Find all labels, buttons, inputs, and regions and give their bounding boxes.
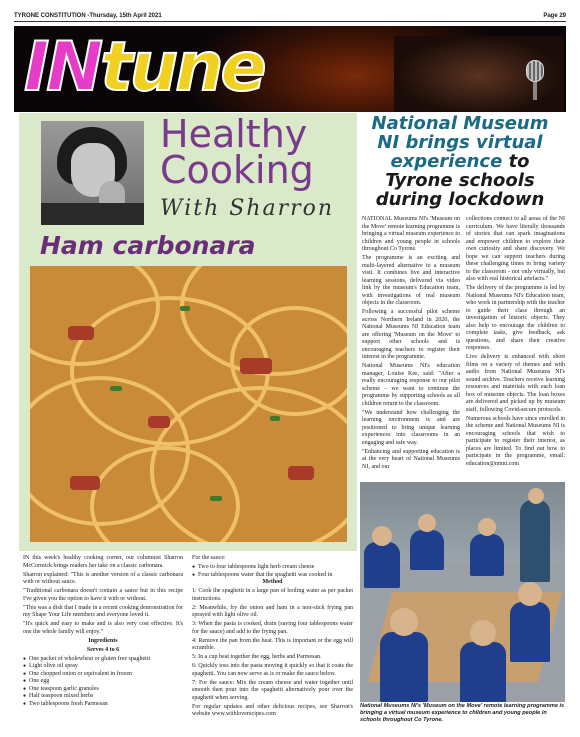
method-step: 7: For the sauce: Mix the cream cheese and water together until smooth then pour into the spaghetti alternatively pour over the spaghetti when serving. — [192, 679, 353, 701]
photo-caption: National Museums NI's 'Museum on the Move' remote learning programme is bringing a virtual museum experience to children and young people in schools throughout Co Tyrone. — [360, 703, 565, 723]
recipe-column-left — [23, 555, 183, 708]
list-item: ● One chopped onion or equivalent in frozen — [23, 671, 183, 679]
article-paragraph: collections connect to all areas of the NI curriculum. We have literally thousands of stories that can spark imaginations and empower children to explore their own curiosity and share discovery. We hope we can support teachers during these challenging times to bring variety to the classroom - not only virtually, but also with real historical artefacts." — [466, 216, 565, 282]
classroom-photo — [360, 482, 565, 702]
list-item: ● Half teaspoon mixed herbs — [23, 693, 183, 701]
article-paragraph: NATIONAL Museums NI's 'Museum on the Move' remote learning programme is bringing a virtual museum experience to children and young people in schools throughout Co Tyrone. — [362, 216, 460, 252]
list-item: ● Light olive oil spray — [23, 663, 183, 671]
museum-column-left — [362, 216, 460, 473]
museum-headline: National Museum NI brings virtual experience to Tyrone schools during lockdown — [371, 113, 549, 210]
method-step: 6: Quickly toss into the pasta moving it quickly so that it coats the spaghetti. You can now serve as is or make the sauce below. — [192, 663, 353, 677]
logo-in: IN — [24, 28, 101, 107]
method-step: 2: Meanwhile, fry the onion and ham in a non-stick frying pan sprayed with light olive oil. — [192, 604, 353, 618]
intune-banner — [14, 26, 566, 112]
list-item: ● Two tablespoons fresh Parmesan — [23, 701, 183, 709]
method-step: 5: In a cup beat together the egg, herbs and Parmesan. — [192, 654, 322, 660]
page-number: Page 29 — [543, 13, 566, 19]
with-sharron-subtitle: With Sharron — [160, 196, 335, 221]
list-item: ● Four tablespoons water that the spaghetti was cooked in — [192, 572, 353, 580]
method-heading: Method — [262, 579, 283, 585]
microphone-icon — [522, 60, 548, 100]
sauce-list — [192, 564, 353, 579]
article-paragraph: Live delivery is enhanced with short films on a variety of themes and with audio from National Museums NI's sound archive. Teachers receive learning resources and materials with each loan box of museum objects. The loan boxes are delivered and picked up by museum staff, following Covid-secure protocols. — [466, 354, 565, 413]
list-item: ● Two to four tablespoons light herb cream cheese — [192, 564, 353, 572]
method-step: 4: Remove the pan from the heat. This is important or the egg will scramble. — [192, 637, 353, 651]
recipe-intro: "This was a dish that I made in a recent cooking demonstration for my Shape Your Life members and everyone loved it. — [23, 604, 183, 618]
teacher-figure — [520, 500, 550, 582]
list-item: ● One egg — [23, 678, 183, 686]
recipe-intro: "Traditional carbonara doesn't contain a sauce but in this recipe I've given you the option to have it with or without. — [23, 588, 183, 602]
method-step: 3: When the pasta is cooked, drain (saving four tablespoons water for the sauce) and add to the frying pan. — [192, 621, 353, 635]
recipe-intro: IN this week's healthy cooking corner, our columnist Sharron McCormick brings readers her take on a classic carbonara. — [23, 555, 183, 569]
ingredients-heading: Ingredients — [88, 637, 118, 644]
healthy-cooking-title: Healthy Cooking — [160, 112, 314, 192]
columnist-portrait — [41, 121, 144, 225]
museum-column-right — [466, 216, 565, 470]
article-paragraph: National Museums NI's education manager, Louise Kee, said: "After a really encouraging response to our pilot scheme – we want to continue the programme by supporting schools as all children return to the classroom. — [362, 363, 460, 407]
method-step: 1: Cook the spaghetti in a large pan of boiling water as per packet instructions. — [192, 588, 353, 602]
article-paragraph: "We understand how challenging the learning environment is and are positioned to bring unique learning experiences into classrooms in an engaging and safe way. — [362, 409, 460, 446]
serves-label: Serves 4 to 6 — [86, 646, 120, 653]
recipe-column-right — [192, 555, 353, 720]
logo-tune: tune — [100, 28, 264, 107]
header-date: TYRONE CONSTITUTION -Thursday, 15th April 2021 — [14, 13, 162, 19]
ingredients-list — [23, 656, 183, 709]
article-paragraph: The delivery of the programme is led by National Museums NI's Education team, who work in partnership with the teacher to guide their class through an investigation of historic objects. They also help to encourage the children to complete tasks, give feedback, ask questions, and share their creative responses. — [466, 285, 565, 351]
article-paragraph: Following a successful pilot scheme across Northern Ireland in 2020, the National Museums NI Education team are offering 'Museum on the Move' to support other schools and is encouraging teachers to register their interest in the programme. — [362, 309, 460, 360]
page-header — [14, 6, 566, 22]
article-paragraph: "Enhancing and supporting education is at the very heart of National Museums NI, and our — [362, 448, 460, 470]
recipe-intro: "It's quick and easy to make and is also very cost effective. It's one the whole family will enjoy." — [23, 621, 183, 635]
carbonara-photo — [30, 266, 347, 542]
recipe-intro: Sharron explained: "This is another version of a classic carbonara with or without sauce. — [23, 571, 183, 585]
intune-logo — [24, 28, 264, 108]
recipe-title: Ham carbonara — [40, 231, 256, 260]
list-item: ● One packet of wholewheat or gluten free spaghetti — [23, 656, 183, 664]
article-paragraph: Numerous schools have since enrolled in the scheme and National Museums NI is encouraging schools that wish to participate to register their interest, as places are limited. To find out how to participate in the programme, email: education@nmni.com — [466, 415, 565, 467]
website-note: For regular updates and other delicious recipes, see Sharron's website www.withloverecipes.com — [192, 703, 353, 717]
sauce-heading: For the sauce: — [192, 555, 226, 561]
article-paragraph: The programme is an exciting and multi-layered alternative to a museum visit. It combines live and interactive learning sessions, delivered via video link by the museum's Education team, with investigations of real museum objects in the classroom. — [362, 255, 460, 306]
list-item: ● One teaspoon garlic granules — [23, 686, 183, 694]
